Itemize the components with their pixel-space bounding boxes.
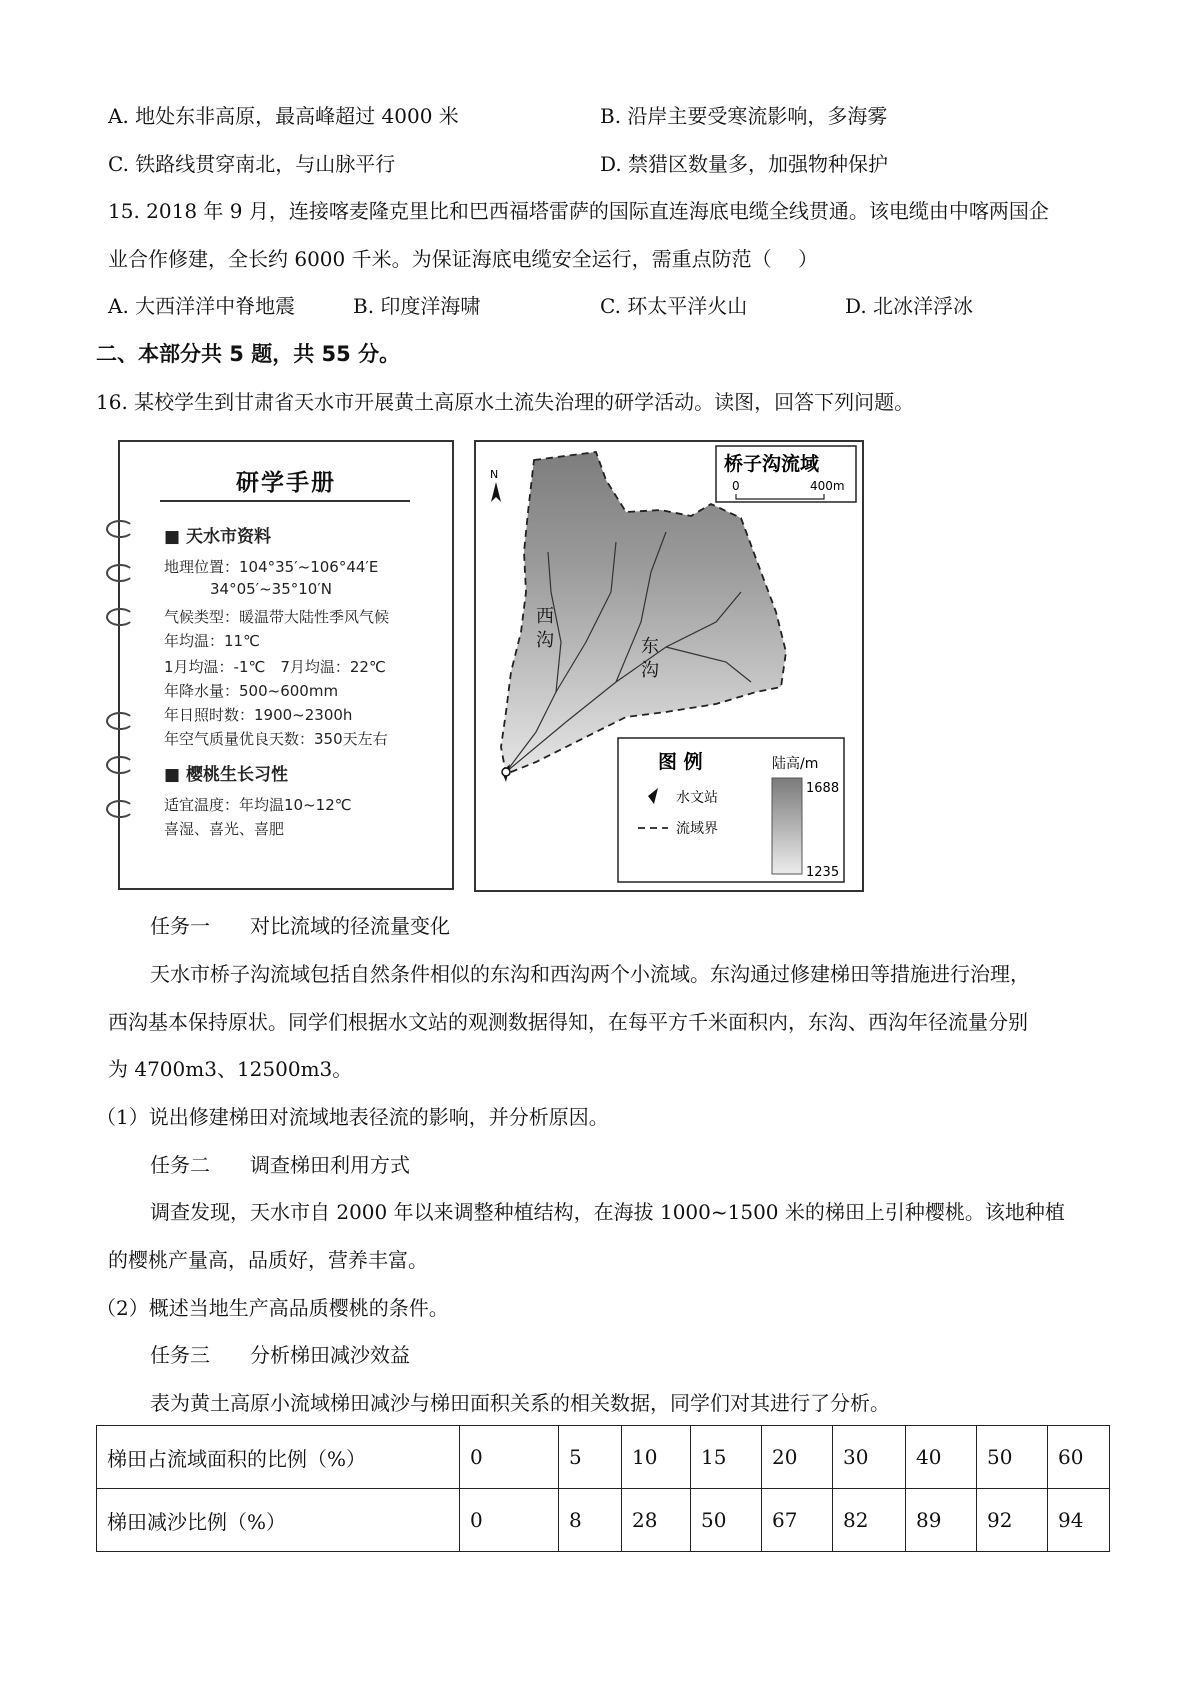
- elevation-ramp: [772, 778, 802, 874]
- elevation-max: 1688: [806, 781, 840, 796]
- task2-para-line1: 调查发现，天水市自 2000 年以来调整种植结构，在海拔 1000~1500 米的梯田上引种樱桃。该地种植: [150, 1200, 1065, 1224]
- q15-option-c: C. 环太平洋火山: [600, 294, 748, 318]
- table-cell: 20: [762, 1426, 833, 1489]
- table-cell: 82: [833, 1489, 906, 1552]
- elevation-label: 陆高/m: [772, 756, 819, 772]
- q15-stem-line1: 15. 2018 年 9 月，连接喀麦隆克里比和巴西福塔雷萨的国际直连海底电缆全线贯通。该电缆由中喀两国企: [108, 199, 1049, 223]
- q14-option-b: B. 沿岸主要受寒流影响，多海雾: [600, 104, 888, 128]
- legend-station-label: 水文站: [676, 790, 718, 806]
- handbook-sunshine: 年日照时数：1900~2300h: [164, 706, 353, 724]
- west-gully-label-1: 西: [536, 606, 554, 627]
- section-title: 二、本部分共 5 题，共 55 分。: [96, 342, 401, 366]
- binder-ring-icon: [106, 800, 134, 818]
- table-cell: 10: [622, 1426, 691, 1489]
- handbook-section-cherry: ■ 樱桃生长习性: [164, 765, 288, 785]
- table-cell: 50: [977, 1426, 1048, 1489]
- q15-option-a: A. 大西洋洋中脊地震: [108, 294, 296, 318]
- elevation-min: 1235: [806, 865, 840, 880]
- table-cell: 40: [906, 1426, 977, 1489]
- task1-para-line1: 天水市桥子沟流域包括自然条件相似的东沟和西沟两个小流域。东沟通过修建梯田等措施进行治理，: [150, 962, 1030, 986]
- table-cell: 15: [691, 1426, 762, 1489]
- table-cell: 5: [559, 1426, 622, 1489]
- q14-option-c: C. 铁路线贯穿南北，与山脉平行: [108, 152, 396, 176]
- table-row-label: 梯田减沙比例（%）: [97, 1489, 460, 1552]
- east-gully-label-2: 沟: [641, 660, 659, 681]
- table-cell: 0: [460, 1426, 559, 1489]
- terrace-data-table: [96, 1425, 1110, 1552]
- task2-question: （2）概述当地生产高品质樱桃的条件。: [96, 1296, 449, 1320]
- task1-para-line3: 为 4700m3、12500m3。: [108, 1057, 353, 1081]
- table-cell: 89: [906, 1489, 977, 1552]
- table-row-label: 梯田占流域面积的比例（%）: [97, 1426, 460, 1489]
- handbook-habits: 喜湿、喜光、喜肥: [164, 820, 285, 838]
- task3-title: 任务三 分析梯田减沙效益: [150, 1343, 410, 1367]
- q14-option-d: D. 禁猎区数量多，加强物种保护: [600, 152, 889, 176]
- legend-boundary-label: 流域界: [676, 821, 718, 837]
- q14-option-a: A. 地处东非高原，最高峰超过 4000 米: [108, 104, 459, 128]
- task3-para-line1: 表为黄土高原小流域梯田减沙与梯田面积关系的相关数据，同学们对其进行了分析。: [150, 1391, 890, 1415]
- scale-zero: 0: [732, 479, 740, 493]
- binder-ring-icon: [106, 520, 134, 538]
- table-cell: 92: [977, 1489, 1048, 1552]
- north-label: N: [490, 468, 499, 481]
- q15-option-b: B. 印度洋海啸: [353, 294, 481, 318]
- legend-title: 图 例: [658, 751, 703, 773]
- table-cell: 0: [460, 1489, 559, 1552]
- watershed-map-panel: [474, 440, 864, 892]
- west-gully-label-2: 沟: [536, 630, 554, 651]
- task2-title: 任务二 调查梯田利用方式: [150, 1153, 410, 1177]
- handbook-geo-longitude: 地理位置：104°35′~106°44′E: [164, 558, 379, 576]
- handbook-geo-latitude: 34°05′~35°10′N: [210, 580, 332, 598]
- table-cell: 50: [691, 1489, 762, 1552]
- task2-para-line2: 的樱桃产量高，品质好，营养丰富。: [108, 1248, 428, 1272]
- handbook-air-quality: 年空气质量优良天数：350天左右: [164, 730, 388, 748]
- task1-title: 任务一 对比流域的径流量变化: [150, 914, 450, 938]
- table-row: [97, 1426, 1110, 1489]
- task1-para-line2: 西沟基本保持原状。同学们根据水文站的观测数据得知，在每平方千米面积内，东沟、西沟年径流量分别: [108, 1010, 1028, 1034]
- east-gully-label-1: 东: [641, 636, 659, 657]
- watershed-map: [476, 442, 862, 890]
- handbook-climate: 气候类型：暖温带大陆性季风气候: [164, 608, 390, 626]
- handbook-precip: 年降水量：500~600mm: [164, 682, 339, 700]
- binder-ring-icon: [106, 608, 134, 626]
- map-title: 桥子沟流域: [724, 453, 820, 475]
- handbook-month-temp: 1月均温：-1℃ 7月均温：22℃: [164, 658, 386, 676]
- table-cell: 8: [559, 1489, 622, 1552]
- q15-stem-line2: 业合作修建，全长约 6000 千米。为保证海底电缆安全运行，需重点防范（ ）: [108, 247, 818, 271]
- table-cell: 94: [1048, 1489, 1110, 1552]
- study-handbook-panel: [118, 440, 454, 890]
- table-cell: 67: [762, 1489, 833, 1552]
- handbook-annual-temp: 年均温：11℃: [164, 632, 260, 650]
- handbook-suit-temp: 适宜温度：年均温10~12℃: [164, 796, 352, 814]
- q15-option-d: D. 北冰洋浮冰: [845, 294, 974, 318]
- handbook-title: 研学手册: [236, 470, 336, 496]
- table-cell: 60: [1048, 1426, 1110, 1489]
- binder-ring-icon: [106, 564, 134, 582]
- task1-question: （1）说出修建梯田对流域地表径流的影响，并分析原因。: [96, 1105, 609, 1129]
- q16-intro: 16. 某校学生到甘肃省天水市开展黄土高原水土流失治理的研学活动。读图，回答下列问题。: [96, 390, 915, 414]
- north-arrow-icon: [491, 482, 501, 502]
- binder-ring-icon: [106, 756, 134, 774]
- binder-ring-icon: [106, 712, 134, 730]
- handbook-section-tianshui: ■ 天水市资料: [164, 527, 271, 547]
- table-cell: 30: [833, 1426, 906, 1489]
- table-row: [97, 1489, 1110, 1552]
- handbook-title-rule: [160, 500, 410, 502]
- table-cell: 28: [622, 1489, 691, 1552]
- scale-length: 400m: [810, 479, 845, 493]
